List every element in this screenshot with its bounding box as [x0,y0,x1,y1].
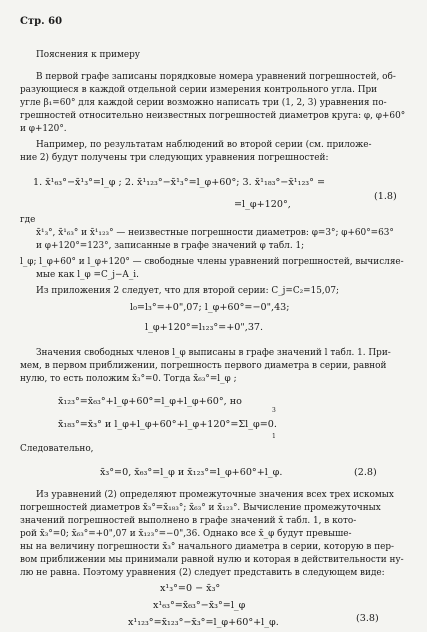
where-label: где [20,215,36,225]
para2-line2: ние 2) будут получены три следующих уравнения погрешностей: [20,153,329,163]
page-number: Стр. 60 [20,16,63,27]
para4-line1: Из уравнений (2) определяют промежуточные значения всех трех искомых [36,490,394,500]
sigma-lower-limit: 1 [272,433,276,440]
where-line1: x̄¹₃°, x̄¹₆₃° и x̄¹₁₂₃° — неизвестные погрешности диаметров: φ=3°; φ+60°=63° [36,228,394,238]
equation-2-8-number: (2.8) [354,467,377,478]
equation-3-8-line2: x¹₆₃°=x̄₆₃°−x̄₃°=l_φ [153,600,246,611]
equation-1-8-line2: =l_φ+120°, [234,199,291,210]
where-line2: и φ+120°=123°, записанные в графе значений φ табл. 1; [36,241,305,251]
para3-line3: нулю, то есть положим x̄₃°=0. Тогда x̄₆₃°=l_φ ; [20,374,237,384]
para4-line2: погрешностей диаметров x̄₃°=x̄₁₈₃°; x̄₆₃° и x̄₁₂₃°. Вычисление промежуточных [20,503,381,513]
equation-1-8-line1: 1. x̄¹₆₃°−x̄¹₃°=l_φ ; 2. x̄¹₁₂₃°−x̄¹₃°=l_φ+60°; 3. x̄¹₁₈₃°−x̄¹₁₂₃° = [33,177,326,188]
appendix-line: Из приложения 2 следует, что для второй серии: C_j=C₂=15,07; [36,286,339,296]
equation-3-8-line3: x¹₁₂₃°=x̄₁₂₃°−x̄₃°=l_φ+60°+l_φ. [128,617,279,628]
where-line4: мые как l_φ =C_j−A_i. [36,270,139,280]
section-title: Пояснения к примеру [36,50,141,60]
para1-line2: разующиеся в каждой отдельной серии измерения контрольного угла. При [20,85,378,95]
para1-line5: и φ+120°. [20,124,67,134]
para4-line4: рой x̄₃°=0; x̄₆₃°=+0",07 и x̄₁₂₃°=−0",36. Однако все x̄_φ будут превыше- [20,529,352,539]
para1-line3: угле β₁=60° для каждой серии возможно написать три (1, 2, 3) уравнения по- [20,98,387,108]
para3-line2: мем, в первом приближении, погрешность первого диаметра в серии, равной [20,361,387,371]
values-line1: l₀=l₃°=+0",07; l_φ+60°=−0",43; [130,302,290,313]
equation-2-8: x̄₃°=0, x̄₆₃°=l_φ и x̄₁₂₃°=l_φ+60°+l_φ. [100,467,283,478]
para1-line4: грешностей относительно неизвестных погрешностей диаметров круга: φ, φ+60° [20,111,406,121]
para4-line6: вом приближении мы принимали равной нулю и которая в действительности ну- [20,555,404,565]
equation-3-8-line1: x¹₃°=0 − x̄₃° [160,583,221,594]
para3-line1: Значения свободных членов l_φ выписаны в графе значений l табл. 1. При- [36,348,391,358]
para4-line7: лю не равна. Поэтому уравнения (2) следует представить в следующем виде: [20,568,385,578]
equation-mid1: x̄₁₂₃°=x̄₆₃°+l_φ+60°=l_φ+l_φ+60°, но [58,396,242,407]
equation-3-8-number: (3.8) [356,613,379,624]
para4-line3: значений погрешностей выполнено в графе значений x̄ табл. 1, в кото- [20,516,357,526]
where-line3: l_φ; l_φ+60° и l_φ+120° — свободные члены уравнений погрешностей, вычисляе- [20,257,404,267]
sigma-upper-limit: 3 [272,407,276,414]
consequently-label: Следовательно, [20,444,94,454]
para2-line1: Например, по результатам наблюдений во второй серии (см. приложе- [36,140,372,150]
para1-line1: В первой графе записаны порядковые номера уравнений погрешностей, об- [36,72,396,82]
equation-mid2: x̄₁₈₃°=x̄₃° и l_φ+l_φ+60°+l_φ+120°=Σl_φ=0. [58,419,277,430]
para4-line5: ны на величину погрешности x̄₃° начального диаметра в серии, которую в пер- [20,542,395,552]
values-line2: l_φ+120°=l₁₂₃°=+0",37. [145,322,264,333]
equation-1-8-number: (1.8) [374,191,397,202]
